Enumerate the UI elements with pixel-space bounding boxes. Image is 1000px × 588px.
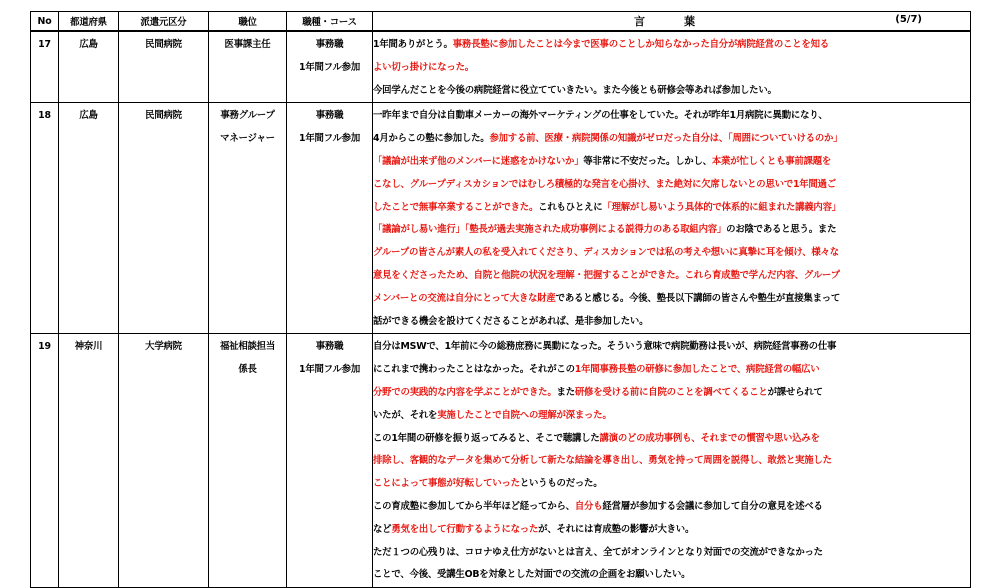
cell-dispatcher-text: 民間病院 xyxy=(145,110,182,122)
highlighted-text: 「議論が出来ず他のメンバーに迷惑をかけないか」 xyxy=(373,155,584,167)
cell-prefecture xyxy=(59,334,119,588)
message-text: ことで、今後、受講生OBを対象とした対面での交流の企画をお願いしたい。 xyxy=(373,569,691,581)
cell-course-line: 事務職 xyxy=(315,39,344,50)
message-line xyxy=(373,80,970,103)
message-line xyxy=(373,265,970,288)
cell-prefecture xyxy=(59,31,119,103)
message-text: 経営層が参加する会議に参加して自分の意見を述べる xyxy=(602,500,823,512)
message-text: のお陰であると思う。また xyxy=(726,224,837,236)
message-line xyxy=(373,405,970,428)
message-line xyxy=(373,197,970,220)
cell-course-line: 事務職 xyxy=(315,110,344,122)
cell-position xyxy=(209,334,287,588)
cell-no xyxy=(31,334,59,588)
cell-no-text: 19 xyxy=(38,341,51,353)
cell-position-line: 医事課主任 xyxy=(224,39,271,50)
message-text: であると感じる。今後、塾長以下講師の皆さんや塾生が直接集まって xyxy=(555,292,841,304)
message-text: 1年間ありがとう。 xyxy=(373,39,453,50)
cell-dispatcher xyxy=(119,31,209,103)
cell-position xyxy=(209,31,287,103)
cell-prefecture-text: 広島 xyxy=(79,39,98,50)
message-line xyxy=(373,311,970,334)
message-line xyxy=(373,496,970,519)
table-row xyxy=(31,334,971,588)
message-text: この1年間の研修を振り返ってみると、そこで聴講した xyxy=(373,432,600,444)
message-line xyxy=(373,151,970,174)
message-text: また xyxy=(556,386,575,398)
message-text: 自分はMSWで、1年前に今の総務庶務に異動になった。そういう意味で病院勤務は長いが、病院経営事務の仕事 xyxy=(373,341,837,353)
message-line xyxy=(373,450,970,473)
message-line xyxy=(373,336,970,359)
message-text: 一昨年まで自分は自動車メーカーの海外マーケティングの仕事をしていた。それが昨年1月病院に異動になり、 xyxy=(373,110,828,122)
cell-dispatcher-text: 大学病院 xyxy=(145,341,182,353)
message-text: 今回学んだことを今後の病院経営に役立てていきたい。また今後とも研修会等あれば参加したい。 xyxy=(373,84,777,96)
highlighted-text: 「議論がし易い進行」「塾長が過去実施された成功事例による説得力のある取組内容」 xyxy=(373,224,727,236)
message-line xyxy=(373,428,970,451)
header-dispatcher: 派遣元区分 xyxy=(119,12,209,32)
message-line xyxy=(373,382,970,405)
cell-message xyxy=(373,103,971,334)
page-indicator: (5/7) xyxy=(895,14,922,25)
cell-prefecture-text: 広島 xyxy=(79,110,98,122)
cell-dispatcher xyxy=(119,103,209,334)
table-row xyxy=(31,103,971,334)
highlighted-text: 分野での実践的な内容を学ぶことができた。 xyxy=(373,386,557,398)
message-line xyxy=(373,473,970,496)
message-line xyxy=(373,542,970,565)
message-text: というものだった。 xyxy=(519,478,603,490)
highlighted-text: 本業が忙しくとも事前課題を xyxy=(711,155,832,167)
table-row xyxy=(31,31,971,103)
cell-dispatcher xyxy=(119,334,209,588)
highlighted-text: 自分も xyxy=(574,500,603,512)
cell-no xyxy=(31,31,59,103)
message-text: これもひとえに xyxy=(538,201,603,213)
message-line xyxy=(373,57,970,80)
cell-message xyxy=(373,31,971,103)
cell-no-text: 18 xyxy=(38,110,51,122)
highlighted-text: 参加する前、医療・病院関係の知識がゼロだった自分は、「周囲についていけるのか」 xyxy=(489,133,843,145)
cell-position-line: 係長 xyxy=(238,364,257,376)
highlighted-text: こなし、グループディスカションではむしろ積極的な発言を心掛け、また絶対に欠席しないとの思いで1年間過ご xyxy=(373,178,837,190)
header-course: 職種・コース xyxy=(287,12,373,32)
message-line xyxy=(373,219,970,242)
cell-message xyxy=(373,334,971,588)
message-line xyxy=(373,174,970,197)
message-text: いたが、それを xyxy=(373,409,438,421)
highlighted-text: 勇気を出して行動するようになった xyxy=(391,523,539,535)
header-position: 職位 xyxy=(209,12,287,32)
header-words xyxy=(373,12,971,32)
cell-course xyxy=(287,103,373,334)
header-no: No xyxy=(31,12,59,32)
highlighted-text: メンバーとの交流は自分にとって大きな財産 xyxy=(373,292,556,304)
message-text: など xyxy=(373,523,392,535)
highlighted-text: グループの皆さんが素人の私を受入れてくださり、ディスカションでは私の考えや想いに真摯に耳を傾け、様々な xyxy=(373,247,839,259)
cell-course-line: 1年間フル参加 xyxy=(299,133,360,145)
cell-dispatcher-text: 民間病院 xyxy=(145,39,182,50)
cell-course-line: 1年間フル参加 xyxy=(299,61,360,73)
message-text: にこれまで携わったことはなかった。それがこの xyxy=(373,364,575,376)
highlighted-text: 「理解がし易いよう具体的で体系的に組まれた講義内容」 xyxy=(602,201,841,213)
message-text: 等非常に不安だった。しかし、 xyxy=(583,155,712,167)
header-row xyxy=(31,12,971,32)
cell-prefecture-text: 神奈川 xyxy=(74,341,103,353)
cell-no-text: 17 xyxy=(38,39,51,50)
message-line xyxy=(373,242,970,265)
message-text: が、それには育成塾の影響が大きい。 xyxy=(538,523,695,535)
message-text: この育成塾に参加してから半年ほど経ってから、 xyxy=(373,500,575,512)
highlighted-text: よい切っ掛けになった。 xyxy=(373,61,474,73)
message-line xyxy=(373,288,970,311)
message-text: ただ１つの心残りは、コロナゆえ仕方がないとは言え、全てがオンラインとなり対面での交流ができなかった xyxy=(373,546,823,558)
cell-position xyxy=(209,103,287,334)
cell-position-line: マネージャー xyxy=(220,133,275,145)
message-line xyxy=(373,564,970,587)
cell-course xyxy=(287,334,373,588)
message-text: が課せられて xyxy=(767,386,823,398)
message-line xyxy=(373,359,970,382)
highlighted-text: 研修を受ける前に自院のことを調べてくること xyxy=(574,386,768,398)
highlighted-text: 講演のどの成功事例も、それまでの慣習や思い込みを xyxy=(599,432,820,444)
cell-course xyxy=(287,31,373,103)
message-line xyxy=(373,519,970,542)
cell-position-line: 事務グループ xyxy=(220,110,275,122)
message-line xyxy=(373,34,970,57)
highlighted-text: 1年間事務長塾の研修に参加したことで、病院経営の幅広い xyxy=(574,364,820,376)
cell-course-line: 事務職 xyxy=(315,341,344,353)
message-text: 4月からこの塾に参加した。 xyxy=(373,133,490,145)
highlighted-text: 排除し、客観的なデータを集めて分析して新たな結論を導き出し、勇気を持って周囲を説得し、敢然と実施した xyxy=(373,455,832,467)
highlighted-text: したことで無事卒業することができた。 xyxy=(373,201,539,213)
header-prefecture: 都道府県 xyxy=(59,12,119,32)
message-line xyxy=(373,105,970,128)
message-line xyxy=(373,128,970,151)
cell-course-line: 1年間フル参加 xyxy=(299,364,360,376)
highlighted-text: ことによって事態が好転していった xyxy=(373,478,520,490)
cell-no xyxy=(31,103,59,334)
highlighted-text: 事務長塾に参加したことは今まで医事のことしか知らなかった自分が病院経営のことを知る xyxy=(452,39,829,50)
cell-position-line: 福祉相談担当 xyxy=(219,341,276,353)
testimonial-table xyxy=(30,11,971,588)
highlighted-text: 意見をくださったため、自院と他院の状況を理解・把握することができた。これら育成塾で学んだ内容、グループ xyxy=(373,269,840,281)
cell-prefecture xyxy=(59,103,119,334)
highlighted-text: 実施したことで自院への理解が深まった。 xyxy=(437,409,612,421)
message-text: 話ができる機会を設けてくださることがあれば、是非参加したい。 xyxy=(373,315,649,327)
header-words-label: 言 葉 xyxy=(634,15,709,28)
